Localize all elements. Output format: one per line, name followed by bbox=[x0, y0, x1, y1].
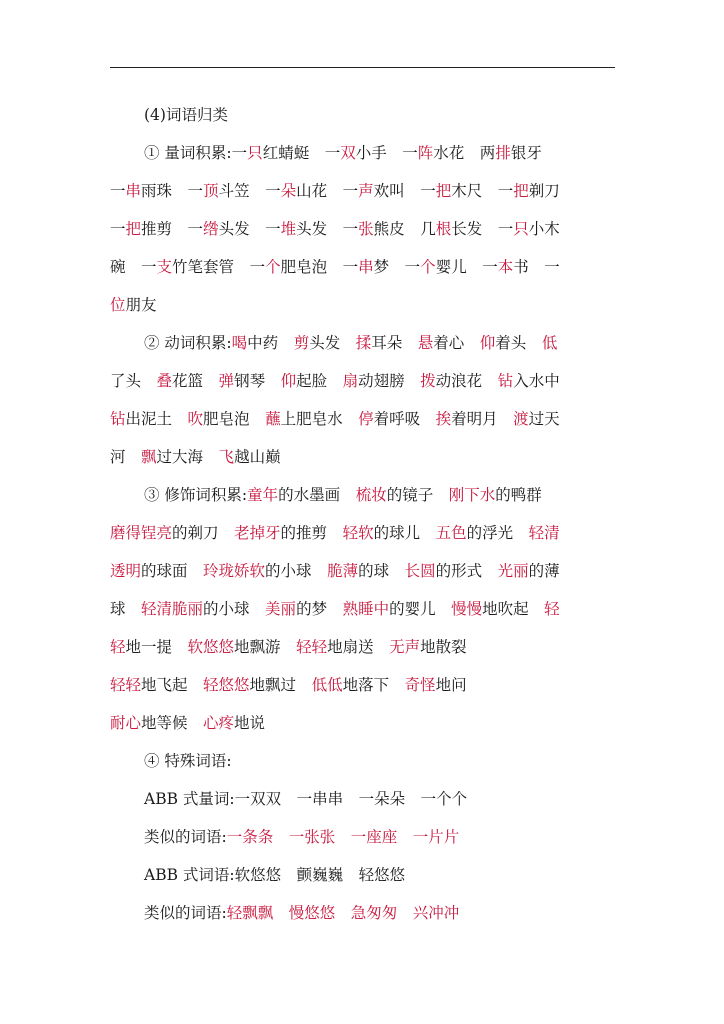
text-segment: 的镜子 bbox=[386, 486, 449, 504]
highlighted-word: 双 bbox=[340, 144, 356, 162]
text-segment: 的浮光 bbox=[466, 524, 529, 542]
highlighted-word: 蘸 bbox=[265, 410, 281, 428]
highlighted-word: 本 bbox=[497, 258, 514, 276]
highlighted-word: 渡 bbox=[513, 410, 529, 428]
text-segment: 一 bbox=[265, 182, 281, 200]
text-line bbox=[110, 214, 610, 252]
highlighted-word: 弹 bbox=[218, 372, 235, 390]
highlighted-word: 心疼 bbox=[203, 714, 235, 732]
text-segment: 的梦 bbox=[296, 600, 343, 618]
text-segment: 上肥皂水 bbox=[280, 410, 359, 428]
text-segment: 的球儿 bbox=[373, 524, 436, 542]
text-segment: ① 量词积累: bbox=[144, 144, 232, 162]
text-segment: 的形式 bbox=[435, 562, 498, 580]
highlighted-word: 声 bbox=[358, 182, 374, 200]
highlighted-word: 支 bbox=[156, 258, 173, 276]
highlighted-word: 轻清 bbox=[528, 524, 560, 542]
text-line bbox=[110, 480, 610, 518]
text-segment: 着头 bbox=[495, 334, 542, 352]
text-segment: 肥皂泡 bbox=[203, 410, 266, 428]
highlighted-word: 吹 bbox=[187, 410, 204, 428]
text-segment: 的小球 bbox=[265, 562, 328, 580]
text-segment: 一 bbox=[402, 144, 418, 162]
text-segment: 着心 bbox=[433, 334, 480, 352]
text-segment: 一 bbox=[141, 258, 157, 276]
text-segment: 斗笠 bbox=[218, 182, 266, 200]
text-segment: 地问 bbox=[435, 676, 467, 694]
highlighted-word: 磨得锃亮 bbox=[110, 524, 173, 542]
highlighted-word: 奇怪 bbox=[404, 676, 436, 694]
text-segment: 长发 bbox=[451, 220, 498, 238]
text-segment: 银牙 bbox=[510, 144, 542, 162]
text-segment: 地飘游 bbox=[234, 638, 297, 656]
text-segment: 水花 bbox=[433, 144, 480, 162]
text-segment: 小木 bbox=[528, 220, 560, 238]
text-segment: ABB 式词语:软悠悠 颤巍巍 轻悠悠 bbox=[144, 866, 406, 884]
text-segment: 头发 bbox=[218, 220, 266, 238]
text-segment: 一 bbox=[249, 258, 266, 276]
highlighted-word: 轻 bbox=[544, 600, 560, 618]
highlighted-word: 长圆 bbox=[404, 562, 436, 580]
text-line bbox=[110, 708, 610, 746]
text-segment: ④ 特殊词语: bbox=[144, 752, 232, 770]
highlighted-word: 轻轻 bbox=[296, 638, 328, 656]
text-line bbox=[110, 556, 610, 594]
highlighted-word: 耐心 bbox=[110, 714, 142, 732]
highlighted-word: 排 bbox=[495, 144, 511, 162]
text-line bbox=[110, 176, 610, 214]
text-segment: 雨珠 bbox=[141, 182, 188, 200]
text-segment: 地落下 bbox=[342, 676, 405, 694]
highlighted-word: 剪 bbox=[293, 334, 310, 352]
text-segment: 的婴儿 bbox=[389, 600, 452, 618]
highlighted-word: 喝 bbox=[231, 334, 248, 352]
text-line bbox=[110, 366, 610, 404]
text-line bbox=[110, 442, 610, 480]
text-segment: 地吹起 bbox=[482, 600, 545, 618]
highlighted-word: 仰 bbox=[280, 372, 297, 390]
highlighted-word: 只 bbox=[513, 220, 529, 238]
highlighted-word: 钻 bbox=[110, 410, 126, 428]
text-segment: 一 bbox=[324, 144, 341, 162]
text-segment: 木尺 bbox=[451, 182, 498, 200]
text-line bbox=[110, 594, 610, 632]
text-segment: 一 bbox=[110, 182, 126, 200]
highlighted-word: 低 bbox=[541, 334, 558, 352]
highlighted-word: 轻 bbox=[110, 638, 126, 656]
text-segment: 越山巅 bbox=[234, 448, 281, 466]
text-segment: 一 bbox=[497, 220, 514, 238]
highlighted-word: 阵 bbox=[417, 144, 434, 162]
highlighted-word: 飞 bbox=[218, 448, 235, 466]
text-segment: 红蜻蜓 bbox=[262, 144, 325, 162]
text-segment: 地散裂 bbox=[420, 638, 467, 656]
text-line bbox=[110, 518, 610, 556]
text-segment: 类似的词语: bbox=[144, 904, 227, 922]
text-line bbox=[110, 822, 610, 860]
text-segment: 动浪花 bbox=[435, 372, 498, 390]
text-segment: 一 bbox=[420, 182, 436, 200]
text-segment: (4)词语归类 bbox=[144, 106, 228, 124]
highlighted-word: 光丽 bbox=[497, 562, 529, 580]
highlighted-word: 把 bbox=[125, 220, 142, 238]
text-line bbox=[110, 290, 610, 328]
highlighted-word: 低低 bbox=[311, 676, 343, 694]
text-segment: 地说 bbox=[234, 714, 266, 732]
highlighted-word: 美丽 bbox=[265, 600, 297, 618]
text-segment: 一 bbox=[342, 182, 359, 200]
highlighted-word: 个 bbox=[420, 258, 436, 276]
highlighted-word: 软悠悠 bbox=[187, 638, 235, 656]
text-line bbox=[110, 328, 610, 366]
text-segment: 两 bbox=[479, 144, 496, 162]
text-segment: 一 bbox=[482, 258, 498, 276]
text-segment: 地等候 bbox=[141, 714, 204, 732]
highlighted-word: 轻轻 bbox=[110, 676, 142, 694]
text-segment: 肥皂泡 bbox=[280, 258, 343, 276]
highlighted-word: 一条条 一张张 一座座 一片片 bbox=[226, 828, 460, 846]
highlighted-word: 透明 bbox=[110, 562, 142, 580]
text-segment: 头发 bbox=[296, 220, 343, 238]
highlighted-word: 玲珑娇软 bbox=[203, 562, 266, 580]
highlighted-word: 仰 bbox=[479, 334, 496, 352]
highlighted-word: 轻软 bbox=[342, 524, 374, 542]
highlighted-word: 个 bbox=[265, 258, 281, 276]
highlighted-word: 熟睡中 bbox=[342, 600, 390, 618]
text-segment: 朋友 bbox=[125, 296, 157, 314]
highlighted-word: 慢慢 bbox=[451, 600, 483, 618]
highlighted-word: 轻飘飘 慢悠悠 急匆匆 兴冲冲 bbox=[226, 904, 460, 922]
text-segment: 的水墨画 bbox=[278, 486, 356, 504]
text-segment: 头发 bbox=[309, 334, 356, 352]
text-line bbox=[110, 898, 610, 936]
highlighted-word: 只 bbox=[247, 144, 263, 162]
document-body bbox=[110, 100, 610, 936]
text-segment: ③ 修饰词积累: bbox=[144, 486, 248, 504]
text-segment: 一 bbox=[187, 182, 204, 200]
highlighted-word: 刚下水 bbox=[448, 486, 496, 504]
highlighted-word: 根 bbox=[435, 220, 452, 238]
text-line bbox=[110, 860, 610, 898]
text-segment: 梦 bbox=[373, 258, 405, 276]
text-segment: 欢叫 bbox=[373, 182, 421, 200]
highlighted-word: 轻悠悠 bbox=[203, 676, 250, 694]
highlighted-word: 串 bbox=[125, 182, 142, 200]
highlighted-word: 钻 bbox=[497, 372, 514, 390]
highlighted-word: 停 bbox=[358, 410, 374, 428]
text-segment: 入水中 bbox=[513, 372, 560, 390]
text-segment: 一 bbox=[544, 258, 560, 276]
highlighted-word: 脆薄 bbox=[327, 562, 359, 580]
highlighted-word: 轻清脆丽 bbox=[141, 600, 204, 618]
text-segment: 动翅膀 bbox=[358, 372, 421, 390]
text-segment: 地飘过 bbox=[249, 676, 312, 694]
highlighted-word: 梳妆 bbox=[355, 486, 387, 504]
text-segment: 一 bbox=[110, 220, 126, 238]
highlighted-word: 串 bbox=[358, 258, 374, 276]
text-segment: ABB 式量词:一双双 一串串 一朵朵 一个个 bbox=[144, 790, 468, 808]
highlighted-word: 飘 bbox=[141, 448, 157, 466]
text-segment: 熊皮 bbox=[373, 220, 421, 238]
header-rule bbox=[110, 67, 615, 68]
text-segment: 出泥土 bbox=[125, 410, 188, 428]
highlighted-word: 顶 bbox=[203, 182, 219, 200]
text-segment: 着呼吸 bbox=[373, 410, 436, 428]
text-segment: 一 bbox=[187, 220, 204, 238]
highlighted-word: 堆 bbox=[280, 220, 297, 238]
text-line bbox=[110, 252, 610, 290]
text-segment: 的推剪 bbox=[280, 524, 343, 542]
text-segment: 的球面 bbox=[141, 562, 204, 580]
highlighted-word: 朵 bbox=[280, 182, 297, 200]
text-segment: 河 bbox=[110, 448, 142, 466]
text-segment: 着明月 bbox=[451, 410, 514, 428]
highlighted-word: 悬 bbox=[417, 334, 434, 352]
highlighted-word: 童年 bbox=[247, 486, 279, 504]
text-segment: 一 bbox=[342, 258, 359, 276]
text-segment: 书 bbox=[513, 258, 545, 276]
highlighted-word: 位 bbox=[110, 296, 126, 314]
text-segment: 婴儿 bbox=[435, 258, 483, 276]
highlighted-word: 把 bbox=[435, 182, 452, 200]
highlighted-word: 拨 bbox=[420, 372, 436, 390]
text-segment: 竹笔套管 bbox=[172, 258, 250, 276]
text-segment: 小手 bbox=[355, 144, 403, 162]
text-segment: 几 bbox=[420, 220, 436, 238]
text-segment: 地一提 bbox=[125, 638, 188, 656]
text-segment: 一 bbox=[265, 220, 281, 238]
text-line bbox=[110, 404, 610, 442]
highlighted-word: 挨 bbox=[435, 410, 452, 428]
text-segment: 球 bbox=[110, 600, 142, 618]
text-segment: 一 bbox=[342, 220, 359, 238]
highlighted-word: 张 bbox=[358, 220, 374, 238]
highlighted-word: 揉 bbox=[355, 334, 372, 352]
text-segment: 中药 bbox=[247, 334, 294, 352]
text-segment: 剃刀 bbox=[528, 182, 560, 200]
text-line bbox=[110, 100, 610, 138]
text-segment: 起脸 bbox=[296, 372, 343, 390]
text-segment: 的小球 bbox=[203, 600, 266, 618]
text-line bbox=[110, 632, 610, 670]
text-line bbox=[110, 138, 610, 176]
text-segment: 的鸭群 bbox=[495, 486, 542, 504]
text-segment: 过天 bbox=[528, 410, 560, 428]
highlighted-word: 绺 bbox=[203, 220, 219, 238]
highlighted-word: 老掉牙 bbox=[234, 524, 281, 542]
text-segment: ② 动词积累: bbox=[144, 334, 232, 352]
highlighted-word: 扇 bbox=[342, 372, 359, 390]
text-segment: 地扇送 bbox=[327, 638, 390, 656]
text-segment: 的薄 bbox=[528, 562, 560, 580]
text-segment: 花篮 bbox=[172, 372, 219, 390]
highlighted-word: 无声 bbox=[389, 638, 421, 656]
text-line bbox=[110, 784, 610, 822]
highlighted-word: 叠 bbox=[156, 372, 173, 390]
text-segment: 推剪 bbox=[141, 220, 188, 238]
text-line bbox=[110, 670, 610, 708]
text-segment: 一 bbox=[404, 258, 421, 276]
highlighted-word: 五色 bbox=[435, 524, 467, 542]
text-segment: 的剃刀 bbox=[172, 524, 235, 542]
text-segment: 钢琴 bbox=[234, 372, 281, 390]
text-segment: 一 bbox=[497, 182, 514, 200]
highlighted-word: 把 bbox=[513, 182, 529, 200]
text-segment: 碗 bbox=[110, 258, 142, 276]
text-segment: 过大海 bbox=[156, 448, 219, 466]
text-segment: 地飞起 bbox=[141, 676, 204, 694]
text-segment: 耳朵 bbox=[371, 334, 418, 352]
text-segment: 的球 bbox=[358, 562, 405, 580]
text-segment: 类似的词语: bbox=[144, 828, 227, 846]
text-line bbox=[110, 746, 610, 784]
text-segment: 一 bbox=[231, 144, 248, 162]
text-segment: 山花 bbox=[296, 182, 343, 200]
text-segment: 了头 bbox=[110, 372, 157, 390]
